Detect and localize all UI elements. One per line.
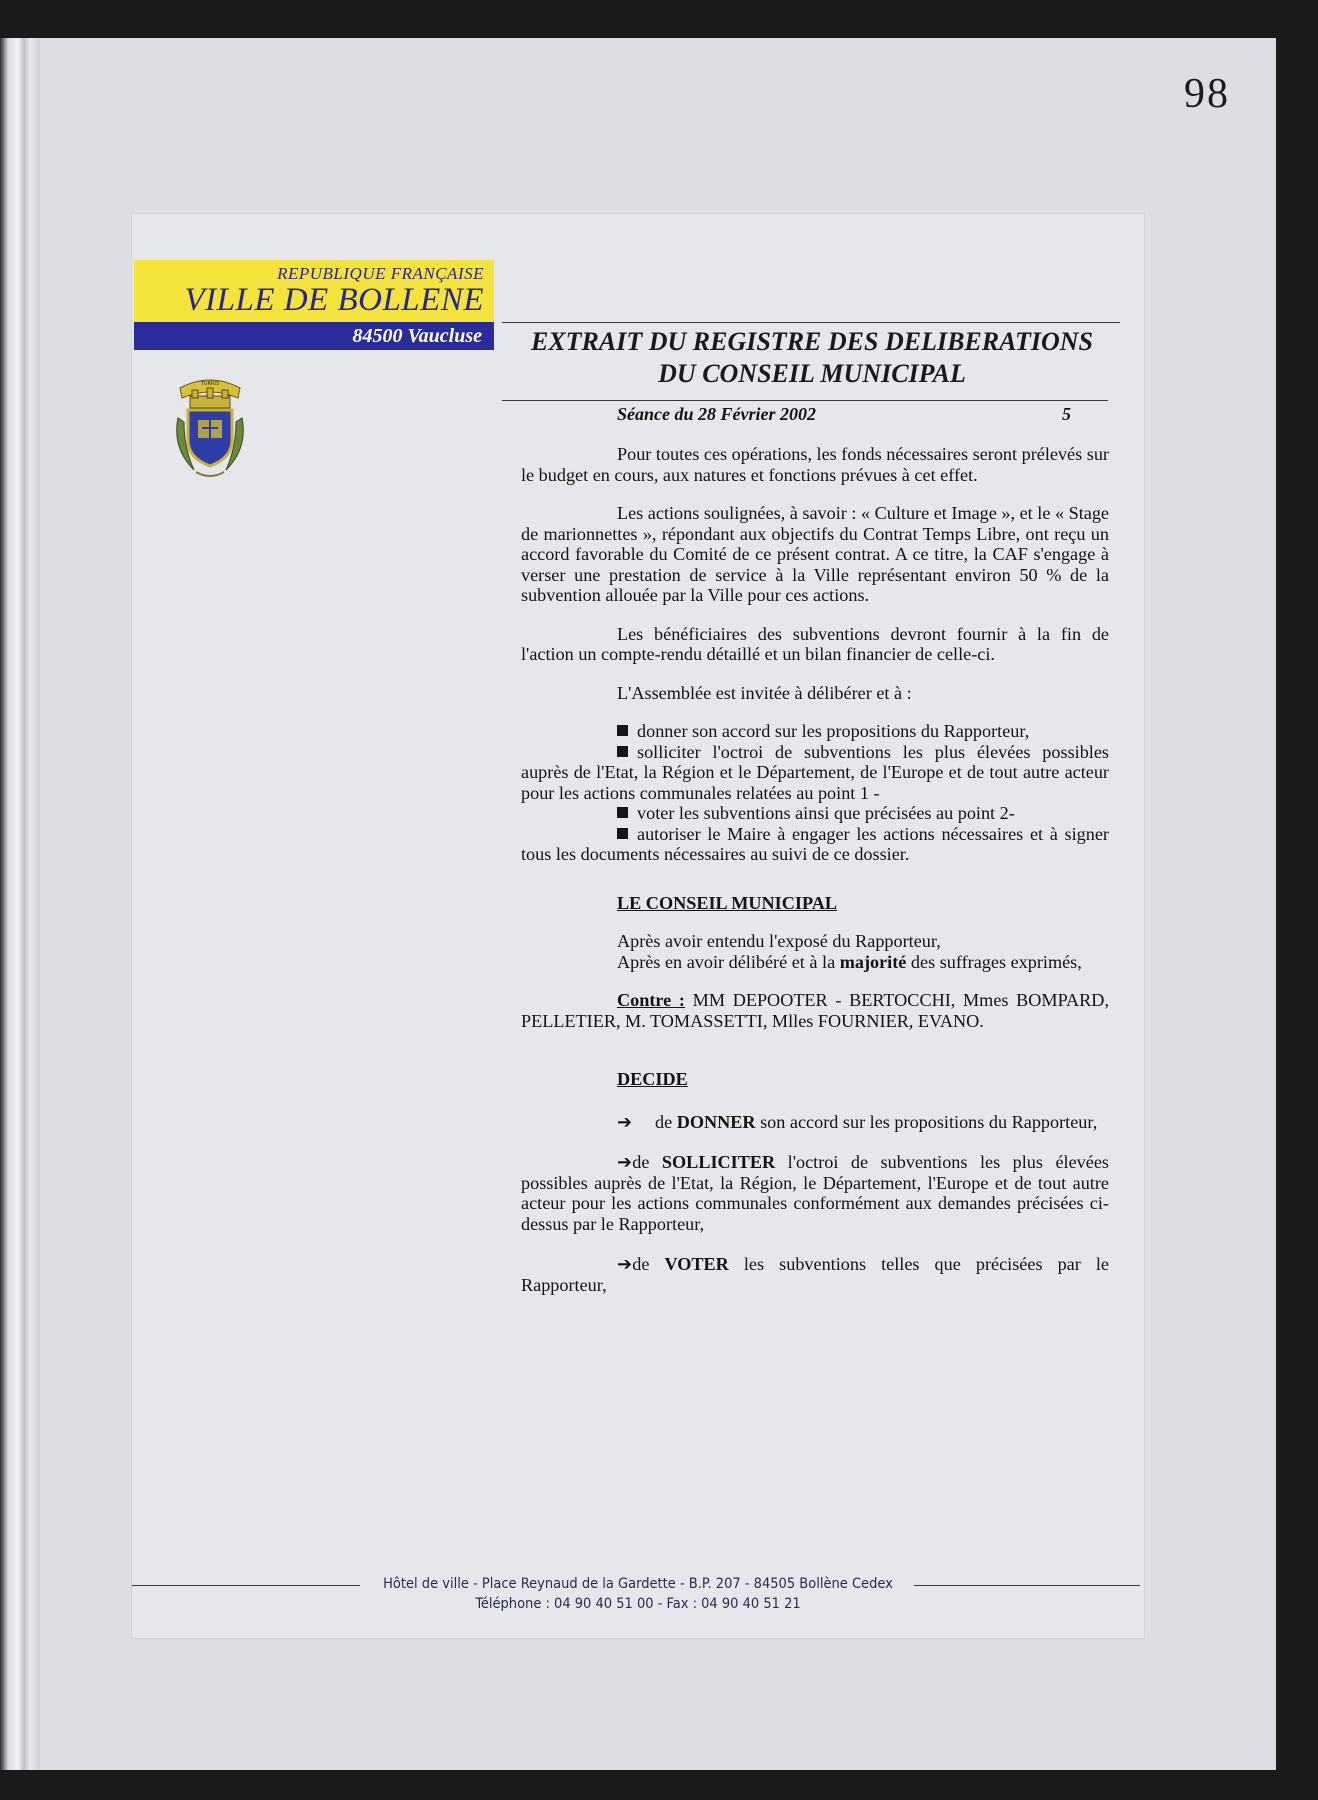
session-date: Séance du 28 Février 2002 — [617, 404, 816, 424]
title-line-2: DU CONSEIL MUNICIPAL — [658, 359, 966, 388]
council-deliberated: Après en avoir délibéré et à la majorité des suffrages exprimés, — [617, 951, 1082, 972]
council-heard: Après avoir entendu l'exposé du Rapporteur, — [617, 931, 941, 951]
footer-phone: Téléphone : 04 90 40 51 00 - Fax : 04 90 40 51 21 — [475, 1596, 801, 1612]
arrow-right-icon: ➔ — [617, 1254, 633, 1274]
bullet-item: donner son accord sur les propositions du Rapporteur, — [521, 721, 1109, 742]
bullet-item: voter les subventions ainsi que précisées au point 2- — [521, 803, 1109, 824]
header-rule-top — [502, 322, 1120, 323]
document-title — [492, 326, 1132, 390]
decision-item: ➔ de DONNER son accord sur les propositions du Rapporteur, — [617, 1111, 1098, 1132]
crest-motto: TURRIS — [200, 381, 220, 387]
departement-band: 84500 Vaucluse — [134, 322, 494, 350]
paragraph-caf: Les actions soulignées, à savoir : « Culture et Image », et le « Stage de marionnettes », répondant aux objectifs du Contrat Temps Libre, ont reçu un accord favorable du Comité de ce présent contrat. A ce titre, la CAF s'engage à verser une prestation de service à la Ville représentant environ 50 % de la subvention allouée par la Ville pour ces actions. — [521, 503, 1109, 605]
decision-item: ➔de SOLLICITER l'octroi de subventions les plus élevées possibles auprès de l'Etat, la Région, le Département, l'Europe et de tout autre acteur pour les actions communales conformément aux demandes précisées ci-dessus par le Rapporteur, — [521, 1152, 1109, 1234]
deliberation-body — [521, 404, 1109, 1295]
arrow-right-icon: ➔ — [617, 1152, 633, 1172]
paragraph-funding: Pour toutes ces opérations, les fonds nécessaires seront prélevés sur le budget en cours, aux natures et fonctions prévues à cet effet. — [521, 444, 1109, 485]
square-bullet-icon — [617, 725, 628, 736]
letterhead-logo — [134, 260, 494, 350]
title-line-1: EXTRAIT DU REGISTRE DES DELIBERATIONS — [530, 327, 1094, 356]
coat-of-arms-icon — [168, 368, 252, 491]
book-binding — [0, 38, 40, 1770]
deliberation-sheet — [132, 214, 1144, 1638]
republique-label: REPUBLIQUE FRANÇAISE — [277, 264, 484, 283]
item-number: 5 — [1062, 404, 1071, 424]
bullet-item: solliciter l'octroi de subventions les plus élevées possibles auprès de l'Etat, la Région et le Département, de l'Europe et de tout autre acteur pour les actions communales relatées au point 1 - — [521, 741, 1109, 803]
square-bullet-icon — [617, 746, 628, 757]
footer-address: Hôtel de ville - Place Reynaud de la Gardette - B.P. 207 - 84505 Bollène Cedex — [383, 1576, 893, 1592]
decision-item: ➔de VOTER les subventions telles que précisées par le Rapporteur, — [521, 1254, 1109, 1295]
ville-name: VILLE DE BOLLENE — [184, 282, 484, 318]
square-bullet-icon — [617, 807, 628, 818]
header-rule-bottom — [502, 400, 1108, 401]
decide-heading: DECIDE — [617, 1069, 688, 1089]
contre-label: Contre : — [617, 990, 685, 1010]
council-contre: Contre : MM DEPOOTER - BERTOCCHI, Mmes BOMPARD, PELLETIER, M. TOMASSETTI, Mlles FOURNIER, EVANO. — [521, 990, 1109, 1031]
bullet-item: autoriser le Maire à engager les actions nécessaires et à signer tous les documents nécessaires au suivi de ce dossier. — [521, 823, 1109, 864]
paragraph-invitation: L'Assemblée est invitée à délibérer et à : — [617, 682, 912, 703]
square-bullet-icon — [617, 828, 628, 839]
council-heading: LE CONSEIL MUNICIPAL — [617, 892, 837, 913]
page-number: 98 — [1184, 71, 1230, 117]
scanned-page — [40, 38, 1276, 1770]
logo-yellow-band — [134, 260, 494, 322]
letterhead-footer — [132, 1574, 1144, 1614]
session-line — [617, 404, 1109, 426]
arrow-right-icon: ➔ — [617, 1111, 655, 1132]
paragraph-beneficiaries: Les bénéficiaires des subventions devront fournir à la fin de l'action un compte-rendu détaillé et un bilan financier de celle-ci. — [521, 623, 1109, 664]
